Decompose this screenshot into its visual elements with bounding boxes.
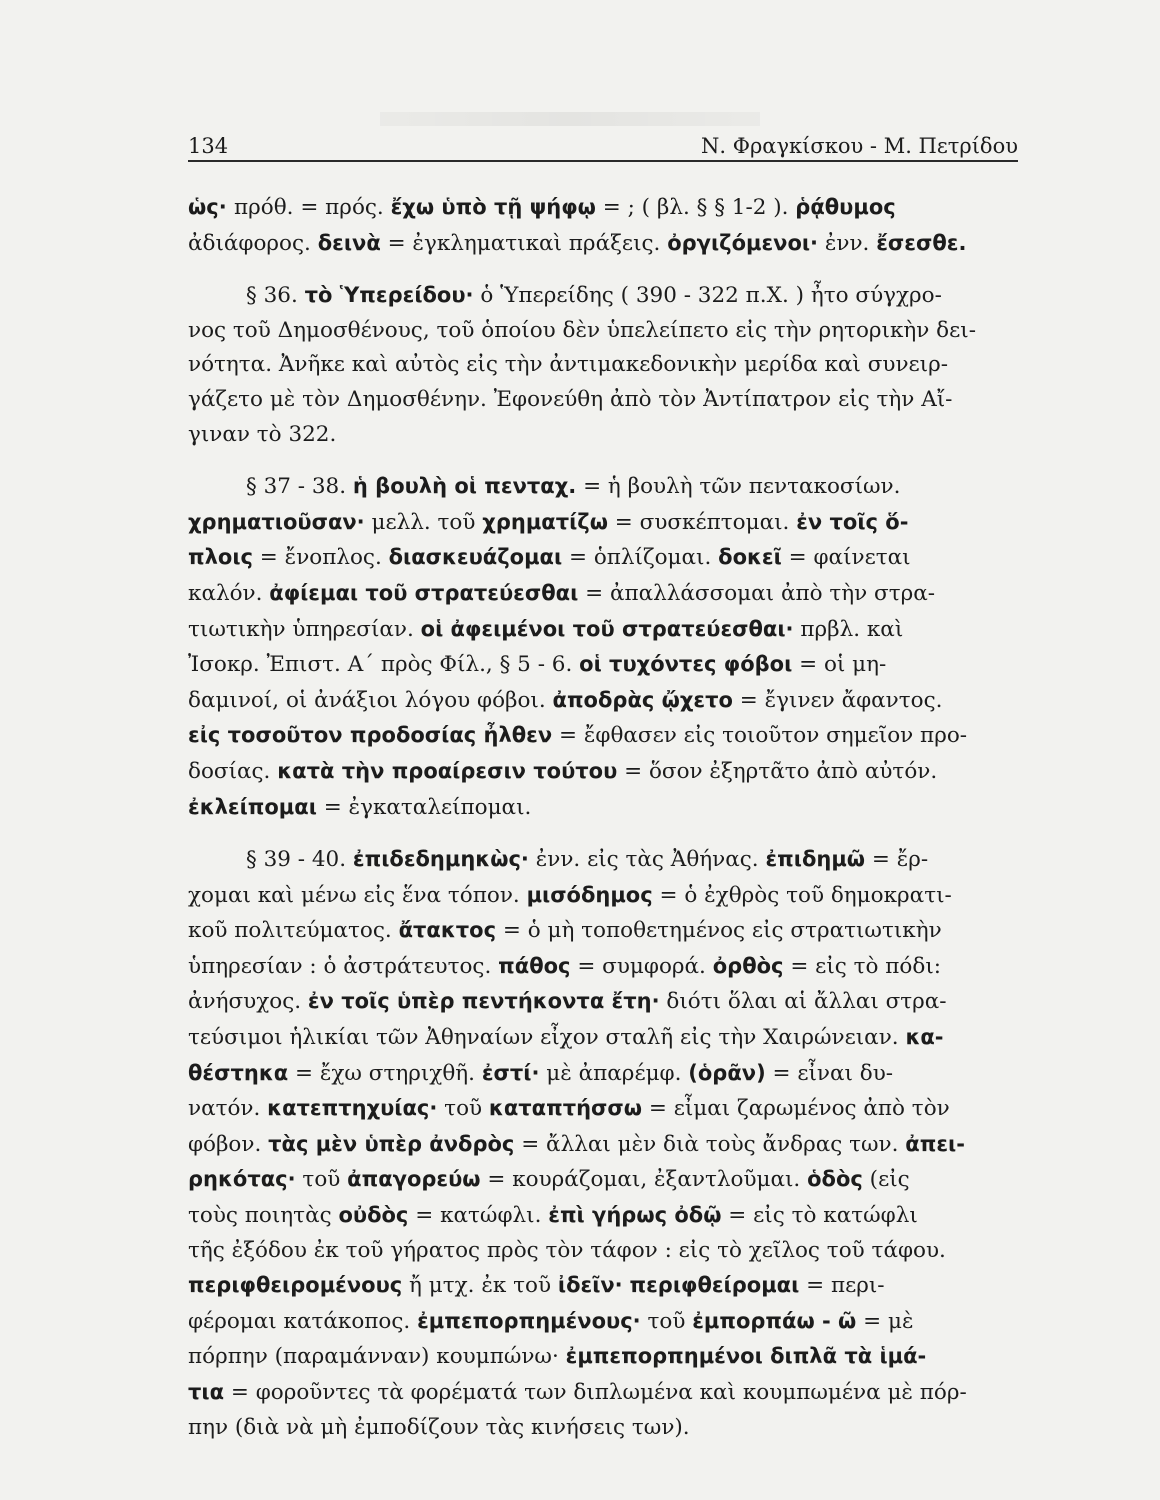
text-line	[188, 1198, 1018, 1234]
gloss-text: § 37 - 38.	[246, 474, 353, 500]
gloss-text: = ἔνοπλος.	[252, 545, 389, 571]
headword: τὰς μὲν ὑπὲρ ἀνδρὸς	[268, 1131, 515, 1156]
text-line	[188, 348, 1018, 383]
gloss-text: κοῦ πολιτεύματος.	[188, 918, 399, 944]
gloss-text: καλόν.	[188, 580, 270, 606]
paragraph	[188, 842, 1018, 1445]
headword: ὡς·	[188, 195, 234, 219]
headword: ἐπιδεδημηκὼς·	[352, 847, 529, 872]
gloss-text: ἐνν. εἰς τὰς Ἀθήνας.	[528, 847, 766, 873]
text-line	[188, 314, 1018, 349]
gloss-text: πρβλ. καὶ	[793, 616, 904, 642]
paragraph	[188, 278, 1018, 452]
headword: ῥᾴθυμος	[795, 195, 896, 219]
gloss-text: = ὅσον ἐξηρτᾶτο ἀπὸ αὐτόν.	[617, 758, 938, 784]
headword: τὸ Ὑπερείδου·	[304, 283, 474, 308]
headword: οἱ τυχόντες φόβοι	[579, 652, 793, 677]
headword: πλοις	[188, 545, 253, 570]
gloss-text: τοῦ	[437, 1096, 489, 1122]
running-title: Ν. Φραγκίσκου - Μ. Πετρίδου	[701, 134, 1018, 158]
headword: τια	[188, 1380, 225, 1404]
text-line	[188, 278, 1018, 314]
gloss-text: (εἰς	[862, 1167, 910, 1193]
gloss-text: = εἰς τὸ κατώφλι	[721, 1203, 918, 1229]
headword: καταπτήσσω	[488, 1096, 643, 1121]
gloss-text: τιωτικὴν ὑπηρεσίαν.	[188, 616, 421, 642]
gloss-text: = ἡ βουλὴ τῶν πεντακοσίων.	[576, 474, 901, 500]
gloss-text: = φοροῦντες τὰ φορέματά των διπλωμένα καὶ κουμπωμένα μὲ πόρ-	[224, 1380, 967, 1405]
commentary-body	[188, 190, 1018, 1445]
gloss-text: = ἄλλαι μὲν διὰ τοὺς ἄνδρας των.	[514, 1131, 906, 1157]
headword: χρηματιοῦσαν·	[188, 509, 365, 534]
headword: μισόδημος	[526, 882, 653, 907]
gloss-text: δοσίας.	[188, 758, 278, 784]
paragraph	[188, 190, 1018, 261]
headword: ἐν τοῖς ὅ-	[796, 509, 909, 534]
bleed-through-artifact	[380, 112, 760, 126]
headword: ὀρθὸς	[712, 953, 784, 978]
headword: διασκευάζομαι	[388, 545, 563, 570]
gloss-text: = ; ( βλ. § § 1-2 ).	[595, 195, 796, 220]
gloss-text: = ἔχω στηριχθῆ.	[288, 1060, 482, 1086]
headword: ἰδεῖν·	[557, 1273, 623, 1298]
text-line	[188, 984, 1018, 1020]
headword: ἄτακτος	[398, 918, 497, 943]
gloss-text: = συσκέπτομαι.	[607, 509, 797, 535]
page-header	[188, 130, 1018, 162]
gloss-text: χομαι καὶ μένω εἰς ἕνα τόπον.	[188, 882, 527, 908]
gloss-text: = κατώφλι.	[408, 1203, 549, 1229]
headword: ἀφίεμαι τοῦ στρατεύεσθαι	[269, 580, 579, 605]
headword: χρηματίζω	[482, 509, 608, 534]
headword: δοκεῖ	[718, 545, 782, 570]
text-line	[188, 878, 1018, 914]
text-line	[188, 842, 1018, 878]
gloss-text: νότητα. Ἀνῆκε καὶ αὐτὸς εἰς τὴν ἀντιμακεδονικὴν μερίδα καὶ συνειρ-	[188, 352, 948, 378]
gloss-text: ἤ μτχ. ἐκ τοῦ	[402, 1273, 558, 1299]
gloss-text: μελλ. τοῦ	[364, 509, 483, 535]
headword: δεινὰ	[317, 230, 381, 255]
headword: περιφθείρομαι	[629, 1273, 800, 1298]
gloss-text: = κουράζομαι, ἐξαντλοῦμαι.	[480, 1167, 808, 1193]
text-line	[188, 1162, 1018, 1198]
text-line	[188, 418, 1018, 453]
gloss-text: = περι-	[799, 1273, 885, 1299]
headword: κα-	[905, 1025, 944, 1050]
headword: κατεπτηχυίας·	[267, 1096, 438, 1121]
gloss-text: § 39 - 40.	[246, 847, 353, 873]
text-line	[188, 1268, 1018, 1304]
text-line	[188, 1234, 1018, 1269]
headword: ἀπει-	[905, 1131, 965, 1156]
gloss-text: δαμινοί, οἱ ἀνάξιοι λόγου φόβοι.	[188, 687, 553, 713]
gloss-text: τεύσιμοι ἡλικίαι τῶν Ἀθηναίων εἶχον σταλῆ εἰς τὴν Χαιρώνειαν.	[188, 1025, 906, 1051]
gloss-text: ἀνήσυχος.	[188, 989, 308, 1015]
gloss-text: = ὁ ἐχθρὸς τοῦ δημοκρατι-	[652, 882, 952, 908]
paragraph	[188, 469, 1018, 825]
gloss-text: = εἶμαι ζαρωμένος ἀπὸ τὸν	[642, 1096, 950, 1122]
gloss-text: τοὺς ποιητὰς	[188, 1203, 339, 1229]
text-line	[188, 754, 1018, 790]
headword: ἐμπορπάω - ῶ	[692, 1308, 857, 1333]
gloss-text: = εἶναι δυ-	[765, 1060, 894, 1086]
gloss-text: νος τοῦ Δημοσθένους, τοῦ ὁποίου δὲν ὑπελείπετο εἰς τὴν ρητορικὴν δει-	[188, 317, 976, 343]
headword: ἐμπεπορπημένοι διπλᾶ τὰ ἱμά-	[565, 1344, 927, 1369]
gloss-text: = ἐγκαταλείπομαι.	[316, 794, 532, 820]
headword: ἐπιδημῶ	[765, 847, 866, 872]
gloss-text: Ἰσοκρ. Ἐπιστ. Α΄ πρὸς Φίλ., § 5 - 6.	[188, 652, 580, 678]
text-line	[188, 913, 1018, 949]
text-line	[188, 1056, 1018, 1092]
text-line	[188, 190, 1018, 226]
headword: ἐκλείπομαι	[188, 794, 317, 819]
headword: ἐμπεπορπημένους·	[417, 1308, 641, 1333]
gloss-text: φόβον.	[188, 1131, 269, 1157]
text-line	[188, 383, 1018, 418]
gloss-text: φέρομαι κατάκοπος.	[188, 1308, 418, 1334]
text-line	[188, 469, 1018, 505]
text-line	[188, 226, 1018, 262]
headword: ἐπὶ γήρως ὀδῷ	[548, 1203, 722, 1228]
gloss-text: ἀδιάφορος.	[188, 230, 318, 256]
text-line	[188, 1091, 1018, 1127]
gloss-text: = ἐγκληματικαὶ πράξεις.	[380, 230, 668, 256]
text-line	[188, 1304, 1018, 1340]
gloss-text: τοῦ	[295, 1167, 348, 1193]
text-line	[188, 1127, 1018, 1163]
gloss-text: = συμφορά.	[570, 953, 713, 979]
gloss-text: γάζετο μὲ τὸν Δημοσθένην. Ἐφονεύθη ἀπὸ τὸν Ἀντίπατρον εἰς τὴν Αἴ-	[188, 386, 953, 412]
headword: ἡ βουλὴ οἱ πενταχ.	[352, 474, 577, 499]
gloss-text: πην (διὰ νὰ μὴ ἐμποδίζουν τὰς κινήσεις των).	[188, 1414, 690, 1440]
gloss-text: = οἱ μη-	[792, 652, 887, 678]
headword: ὁδὸς	[807, 1167, 863, 1192]
headword: ἀποδρὰς ᾤχετο	[552, 687, 733, 712]
headword: ὀργιζόμενοι·	[667, 230, 819, 255]
text-line	[188, 790, 1018, 826]
headword: ρηκότας·	[188, 1167, 296, 1192]
text-line	[188, 540, 1018, 576]
gloss-text: = ἔφθασεν εἰς τοιοῦτον σημεῖον προ-	[552, 723, 968, 749]
text-line	[188, 949, 1018, 985]
headword: ἀπαγορεύω	[347, 1167, 481, 1192]
gloss-text: = εἰς τὸ πόδι:	[783, 953, 941, 979]
headword: κατὰ τὴν προαίρεσιν τούτου	[277, 758, 618, 783]
headword: οἱ ἀφειμένοι τοῦ στρατεύεσθαι·	[420, 616, 794, 641]
gloss-text: γιναν τὸ 322.	[188, 421, 337, 447]
text-line	[188, 1375, 1018, 1411]
gloss-text: = ἀπαλλάσσομαι ἀπὸ τὴν στρα-	[578, 580, 936, 606]
text-line	[188, 576, 1018, 612]
text-line	[188, 612, 1018, 648]
text-line	[188, 505, 1018, 541]
gloss-text: μὲ ἀπαρέμφ.	[539, 1060, 689, 1086]
page-number: 134	[188, 134, 229, 158]
gloss-text: τοῦ	[640, 1308, 693, 1334]
gloss-text: = μὲ	[856, 1308, 914, 1334]
headword: περιφθειρομένους	[188, 1273, 403, 1298]
gloss-text: = ὁπλίζομαι.	[562, 545, 719, 571]
gloss-text: τῆς ἐξόδου ἐκ τοῦ γήρατος πρὸς τὸν τάφον : εἰς τὸ χεῖλος τοῦ τάφου.	[188, 1237, 946, 1263]
gloss-text: = φαίνεται	[781, 545, 911, 571]
text-line	[188, 1339, 1018, 1375]
text-line	[188, 718, 1018, 754]
gloss-text: νατόν.	[188, 1096, 268, 1122]
gloss-text: = ὁ μὴ τοποθετημένος εἰς στρατιωτικὴν	[496, 918, 942, 944]
gloss-text: ἐνν.	[818, 230, 877, 256]
gloss-text: ὁ Ὑπερείδης ( 390 - 322 π.Χ. ) ἦτο σύγχρο-	[473, 283, 942, 309]
text-line	[188, 683, 1018, 719]
gloss-text: § 36.	[246, 283, 305, 309]
text-line	[188, 1411, 1018, 1446]
text-line	[188, 647, 1018, 683]
headword: ἐστί·	[481, 1060, 540, 1085]
text-line	[188, 1020, 1018, 1056]
gloss-text: ὑπηρεσίαν : ὁ ἀστράτευτος.	[188, 953, 499, 979]
headword: πάθος	[498, 953, 571, 978]
gloss-text: πρόθ. = πρός.	[234, 195, 391, 220]
headword: ἐν τοῖς ὑπὲρ πεντήκοντα ἔτη·	[307, 989, 660, 1014]
gloss-text: διότι ὅλαι αἱ ἄλλαι στρα-	[659, 989, 947, 1015]
gloss-text: = ἔρ-	[865, 847, 929, 873]
headword: ἔχω ὑπὸ τῇ ψήφῳ	[390, 195, 596, 219]
gloss-text: πόρπην (παραμάνναν) κουμπώνω·	[188, 1344, 566, 1370]
headword: (ὁρᾶν)	[688, 1060, 766, 1085]
headword: θέστηκα	[188, 1060, 289, 1085]
headword: εἰς τοσοῦτον προδοσίας ἦλθεν	[188, 723, 553, 748]
headword: ἔσεσθε.	[876, 230, 967, 255]
gloss-text	[623, 1273, 630, 1298]
gloss-text: = ἔγινεν ἄφαντος.	[732, 687, 943, 713]
headword: οὐδὸς	[338, 1203, 409, 1228]
